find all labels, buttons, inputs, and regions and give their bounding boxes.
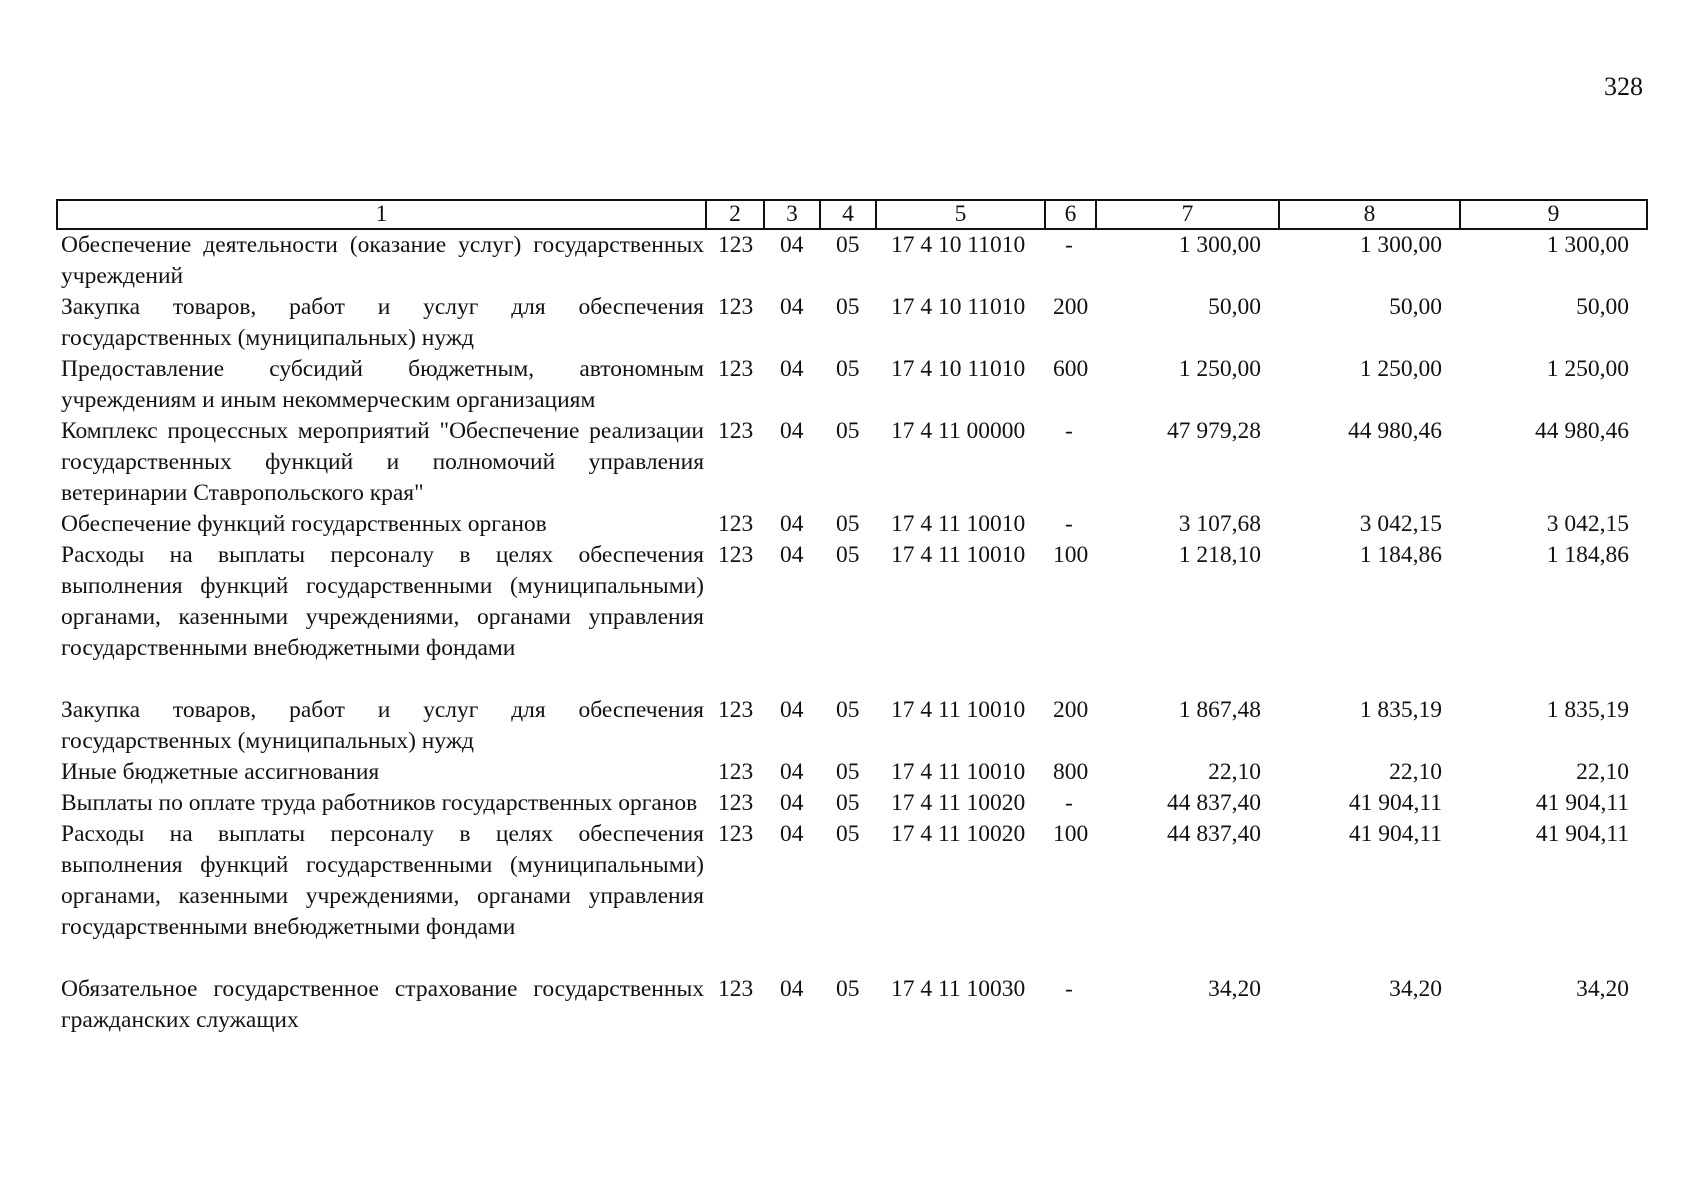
- row-col-4: 05: [836, 697, 860, 723]
- row-col-6: 100: [1053, 542, 1089, 568]
- row-col-6: 100: [1053, 821, 1089, 847]
- header-col-3: 3: [764, 200, 820, 229]
- row-col-4: 05: [836, 759, 860, 785]
- row-col-6: -: [1065, 511, 1073, 537]
- row-col-5: 17 4 11 10010: [891, 759, 1026, 785]
- row-col-5: 17 4 10 11010: [891, 356, 1026, 382]
- row-col-9: 44 980,46: [1535, 418, 1629, 444]
- row-col-8: 44 980,46: [1348, 418, 1442, 444]
- table-row: [57, 416, 1647, 509]
- row-col-8: 1 835,19: [1359, 697, 1442, 723]
- row-col-4: 05: [836, 511, 860, 537]
- table-body: [57, 229, 1647, 1036]
- row-col-7: 1 867,48: [1178, 697, 1261, 723]
- row-col-7: 1 250,00: [1178, 356, 1261, 382]
- row-col-4: 05: [836, 542, 860, 568]
- row-name: Иные бюджетные ассигнования: [61, 759, 380, 785]
- row-col-5: 17 4 11 10010: [891, 542, 1026, 568]
- header-row: [57, 200, 1647, 229]
- row-col-2: 123: [718, 294, 754, 320]
- table-row: [57, 229, 1647, 292]
- row-col-6: 200: [1053, 294, 1089, 320]
- row-name: Выплаты по оплате труда работников государственных органов: [61, 790, 698, 816]
- table-row: [57, 292, 1647, 354]
- row-col-3: 04: [780, 418, 804, 444]
- row-col-6: -: [1065, 232, 1073, 258]
- row-col-9: 41 904,11: [1535, 790, 1629, 816]
- row-col-6: -: [1065, 790, 1073, 816]
- header-col-5: 5: [876, 200, 1045, 229]
- row-name: Закупка товаров, работ и услуг для обеспечения государственных (муниципальных) нужд: [61, 294, 704, 351]
- row-col-3: 04: [780, 976, 804, 1002]
- row-col-2: 123: [718, 759, 754, 785]
- row-col-8: 1 300,00: [1359, 232, 1442, 258]
- row-name: Предоставление субсидий бюджетным, автономным учреждениям и иным некоммерческим организациям: [61, 356, 704, 413]
- row-col-3: 04: [780, 821, 804, 847]
- row-col-8: 1 250,00: [1359, 356, 1442, 382]
- table-row: [57, 788, 1647, 819]
- row-col-8: 41 904,11: [1348, 821, 1442, 847]
- row-col-2: 123: [718, 821, 754, 847]
- row-col-3: 04: [780, 294, 804, 320]
- row-col-6: 800: [1053, 759, 1089, 785]
- row-col-2: 123: [718, 511, 754, 537]
- row-col-9: 22,10: [1576, 759, 1629, 785]
- row-col-5: 17 4 10 11010: [891, 294, 1026, 320]
- row-col-9: 34,20: [1576, 976, 1629, 1002]
- row-col-5: 17 4 11 10020: [891, 821, 1026, 847]
- row-col-8: 3 042,15: [1359, 511, 1442, 537]
- row-col-2: 123: [718, 418, 754, 444]
- row-col-2: 123: [718, 697, 754, 723]
- row-col-5: 17 4 11 10010: [891, 511, 1026, 537]
- row-col-2: 123: [718, 232, 754, 258]
- row-name: Расходы на выплаты персоналу в целях обеспечения выполнения функций государственными (муниципальными) органами, казенными учреждениями, органами управления государственными внебюджетными фондами: [61, 821, 704, 940]
- row-col-6: 600: [1053, 356, 1089, 382]
- row-col-3: 04: [780, 790, 804, 816]
- row-col-9: 41 904,11: [1535, 821, 1629, 847]
- row-col-5: 17 4 11 10030: [891, 976, 1026, 1002]
- row-name: Комплекс процессных мероприятий "Обеспечение реализации государственных функций и полномочий управления ветеринарии Ставропольского края": [61, 418, 704, 506]
- row-col-9: 1 835,19: [1546, 697, 1629, 723]
- row-col-7: 44 837,40: [1167, 821, 1261, 847]
- row-col-7: 22,10: [1208, 759, 1261, 785]
- table-row: [57, 757, 1647, 788]
- row-col-7: 44 837,40: [1167, 790, 1261, 816]
- header-col-4: 4: [820, 200, 876, 229]
- row-col-6: -: [1065, 976, 1073, 1002]
- row-col-4: 05: [836, 821, 860, 847]
- header-col-6: 6: [1045, 200, 1096, 229]
- row-col-3: 04: [780, 759, 804, 785]
- row-col-2: 123: [718, 976, 754, 1002]
- row-col-3: 04: [780, 511, 804, 537]
- table-row: [57, 974, 1647, 1036]
- row-col-7: 50,00: [1208, 294, 1261, 320]
- row-col-4: 05: [836, 790, 860, 816]
- row-col-7: 1 300,00: [1178, 232, 1261, 258]
- row-col-5: 17 4 11 00000: [891, 418, 1026, 444]
- row-col-4: 05: [836, 418, 860, 444]
- row-col-4: 05: [836, 232, 860, 258]
- row-col-4: 05: [836, 294, 860, 320]
- row-col-7: 3 107,68: [1178, 511, 1261, 537]
- row-col-4: 05: [836, 976, 860, 1002]
- row-name: Обеспечение функций государственных органов: [61, 511, 547, 537]
- row-col-2: 123: [718, 790, 754, 816]
- row-col-9: 1 184,86: [1546, 542, 1629, 568]
- table-row: [57, 540, 1647, 695]
- header-col-7: 7: [1096, 200, 1279, 229]
- row-name: Закупка товаров, работ и услуг для обеспечения государственных (муниципальных) нужд: [61, 697, 704, 754]
- row-col-2: 123: [718, 542, 754, 568]
- row-col-7: 1 218,10: [1178, 542, 1261, 568]
- row-col-3: 04: [780, 697, 804, 723]
- row-col-5: 17 4 11 10020: [891, 790, 1026, 816]
- budget-table: [56, 199, 1648, 1036]
- row-col-6: 200: [1053, 697, 1089, 723]
- row-col-8: 1 184,86: [1359, 542, 1442, 568]
- row-col-7: 47 979,28: [1167, 418, 1261, 444]
- row-col-8: 22,10: [1389, 759, 1442, 785]
- header-col-9: 9: [1460, 200, 1647, 229]
- row-col-9: 3 042,15: [1546, 511, 1629, 537]
- row-name: Обязательное государственное страхование государственных гражданских служащих: [61, 976, 704, 1033]
- row-col-4: 05: [836, 356, 860, 382]
- row-col-9: 1 300,00: [1546, 232, 1629, 258]
- row-col-5: 17 4 10 11010: [891, 232, 1026, 258]
- row-col-9: 50,00: [1576, 294, 1629, 320]
- row-col-2: 123: [718, 356, 754, 382]
- row-col-6: -: [1065, 418, 1073, 444]
- row-col-3: 04: [780, 232, 804, 258]
- table-header: [57, 200, 1647, 229]
- row-col-8: 41 904,11: [1348, 790, 1442, 816]
- header-col-8: 8: [1279, 200, 1460, 229]
- table-row: [57, 509, 1647, 540]
- table-row: [57, 354, 1647, 416]
- row-col-8: 34,20: [1389, 976, 1442, 1002]
- row-col-9: 1 250,00: [1546, 356, 1629, 382]
- row-col-3: 04: [780, 542, 804, 568]
- header-col-2: 2: [706, 200, 764, 229]
- row-col-3: 04: [780, 356, 804, 382]
- row-col-8: 50,00: [1389, 294, 1442, 320]
- row-col-7: 34,20: [1208, 976, 1261, 1002]
- row-col-5: 17 4 11 10010: [891, 697, 1026, 723]
- header-col-1: 1: [57, 200, 706, 229]
- row-name: Обеспечение деятельности (оказание услуг) государственных учреждений: [61, 232, 704, 289]
- row-name: Расходы на выплаты персоналу в целях обеспечения выполнения функций государственными (муниципальными) органами, казенными учреждениями, органами управления государственными внебюджетными фондами: [61, 542, 704, 661]
- table-row: [57, 819, 1647, 974]
- table-row: [57, 695, 1647, 757]
- page-number: 328: [1604, 72, 1643, 101]
